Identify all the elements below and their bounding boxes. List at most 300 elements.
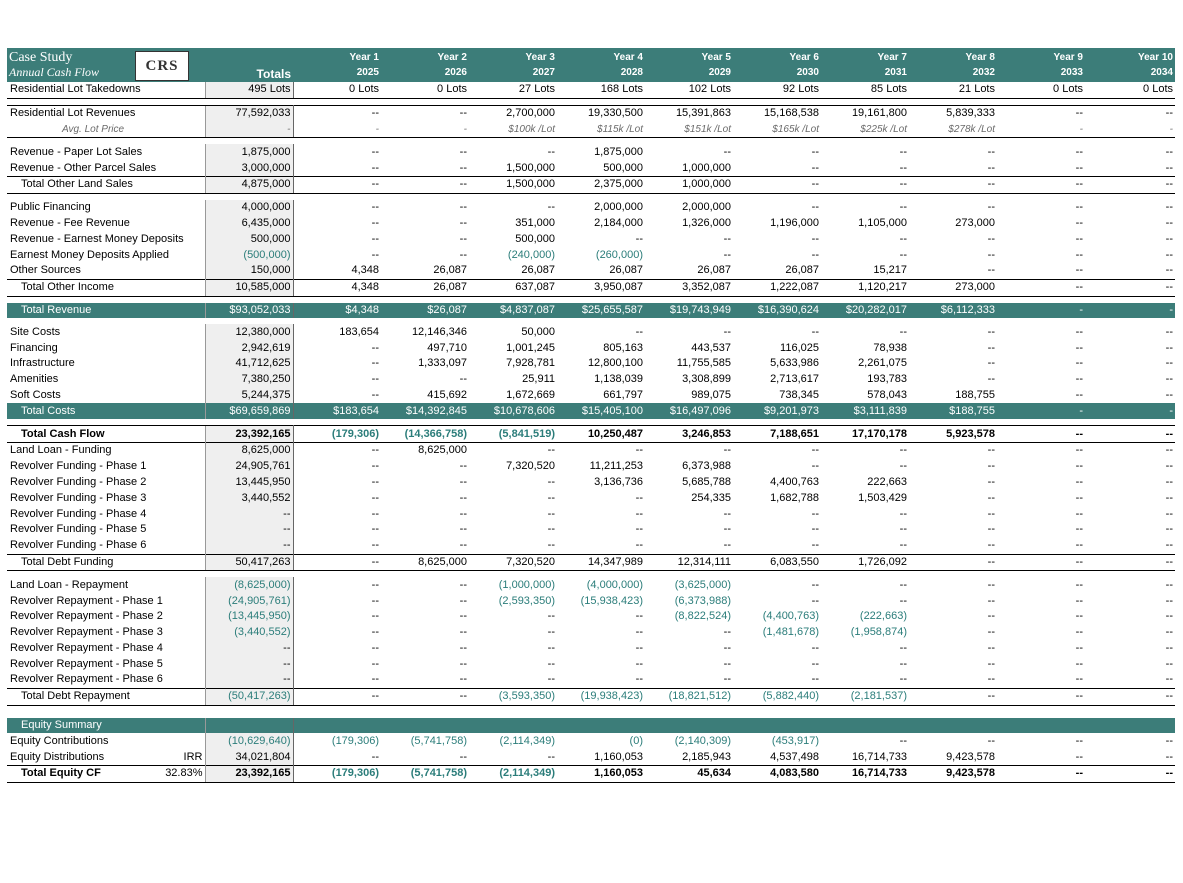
- section-fill: [1085, 718, 1175, 734]
- row-label: [7, 303, 205, 319]
- value-cell-year-6: --: [811, 201, 819, 214]
- value-cell-year-2: 26,087: [381, 279, 469, 296]
- irr-value: 32.83%: [165, 767, 203, 780]
- year-header-3: [469, 48, 557, 82]
- value-cell-year-9: -: [997, 403, 1085, 419]
- row-label-text: Total Revenue: [21, 303, 92, 316]
- total-cell: --: [205, 522, 293, 538]
- value-cell-year-7: (222,663): [859, 610, 907, 623]
- value-cell-year-5: --: [723, 539, 731, 552]
- value-cell-year-3: --: [547, 657, 555, 670]
- row-label-text: Public Financing: [10, 201, 91, 214]
- table-row: [7, 733, 1179, 749]
- value-cell-year-2: --: [459, 475, 467, 488]
- value-cell-year-6: 92 Lots: [733, 82, 821, 98]
- value-cell-year-9: --: [1075, 507, 1083, 520]
- value-cell-year-10: --: [1165, 523, 1173, 536]
- value-cell-year-2: 12,146,346: [411, 325, 467, 338]
- value-cell-year-9: --: [1075, 594, 1083, 607]
- value-cell-year-2: $26,087: [381, 303, 469, 319]
- value-cell-year-10: --: [1085, 176, 1175, 193]
- row-label-text: Revolver Repayment - Phase 1: [10, 594, 163, 607]
- row-label: [7, 593, 205, 609]
- value-cell-year-9: --: [1075, 264, 1083, 277]
- value-cell-year-1: --: [371, 388, 379, 401]
- row-label-text: Amenities: [10, 373, 59, 386]
- total-cell: (50,417,263): [205, 688, 293, 705]
- value-cell-year-3: (1,000,000): [498, 578, 555, 591]
- value-cell-year-3: 25,911: [522, 373, 555, 386]
- row-label: [7, 263, 205, 279]
- value-cell-year-3: --: [547, 750, 555, 763]
- section-fill: [909, 718, 997, 734]
- table-row: [7, 522, 1179, 538]
- value-cell-year-9: --: [997, 426, 1085, 443]
- value-cell-year-10: --: [1085, 688, 1175, 705]
- value-cell-year-7: --: [821, 442, 909, 458]
- value-cell-year-9: --: [1075, 325, 1083, 338]
- table-row: [7, 609, 1179, 625]
- value-cell-year-3: --: [469, 442, 557, 458]
- value-cell-year-8: 273,000: [909, 279, 997, 296]
- table-row: [7, 672, 1179, 688]
- value-cell-year-4: 2,375,000: [557, 176, 645, 193]
- value-cell-year-4: --: [635, 507, 643, 520]
- table-row: [7, 216, 1179, 232]
- cash-flow-table: [7, 48, 1179, 783]
- value-cell-year-3: (2,593,350): [498, 594, 555, 607]
- value-cell-year-8: --: [987, 641, 995, 654]
- value-cell-year-10: --: [1085, 279, 1175, 296]
- value-cell-year-8: --: [987, 264, 995, 277]
- value-cell-year-4: --: [635, 641, 643, 654]
- value-cell-year-4: 1,138,039: [594, 373, 643, 386]
- section-fill: [557, 718, 645, 734]
- value-cell-year-1: --: [293, 105, 381, 121]
- value-cell-year-6: 26,087: [785, 264, 819, 277]
- value-cell-year-2: --: [459, 145, 467, 158]
- table-row: [7, 388, 1179, 404]
- value-cell-year-2: $14,392,845: [381, 403, 469, 419]
- section-fill: [733, 718, 821, 734]
- value-cell-year-7: 16,714,733: [851, 750, 907, 763]
- value-cell-year-7: --: [899, 325, 907, 338]
- value-cell-year-1: $183,654: [293, 403, 381, 419]
- value-cell-year-2: --: [459, 594, 467, 607]
- value-cell-year-10: --: [1165, 594, 1173, 607]
- value-cell-year-10: --: [1085, 105, 1175, 121]
- total-cell: $69,659,869: [205, 403, 293, 419]
- year-value: 2030: [796, 67, 819, 78]
- value-cell-year-6: 5,633,986: [770, 357, 819, 370]
- row-label-text: Revolver Repayment - Phase 3: [10, 626, 163, 639]
- value-cell-year-2: --: [459, 578, 467, 591]
- row-label-text: Total Debt Funding: [21, 555, 114, 568]
- year-header-1: [293, 48, 381, 82]
- sheet-subtitle: Annual Cash Flow: [9, 65, 100, 79]
- total-cell: --: [205, 672, 293, 688]
- value-cell-year-7: 78,938: [873, 341, 907, 354]
- row-label-text: Financing: [10, 341, 58, 354]
- value-cell-year-9: --: [1075, 216, 1083, 229]
- value-cell-year-5: 11,755,585: [676, 357, 731, 370]
- value-cell-year-7: --: [899, 145, 907, 158]
- value-cell-year-6: --: [811, 145, 819, 158]
- section-fill: [381, 718, 469, 734]
- value-cell-year-1: $4,348: [293, 303, 381, 319]
- value-cell-year-2: --: [459, 539, 467, 552]
- row-label-text: Revolver Funding - Phase 4: [10, 507, 147, 520]
- value-cell-year-4: (260,000): [595, 248, 643, 261]
- row-label-text: Revolver Repayment - Phase 6: [10, 673, 163, 686]
- value-cell-year-9: --: [1075, 475, 1083, 488]
- value-cell-year-9: --: [1075, 734, 1083, 747]
- row-label: [7, 160, 205, 176]
- value-cell-year-9: --: [1075, 232, 1083, 245]
- value-cell-year-9: --: [997, 279, 1085, 296]
- value-cell-year-10: --: [1085, 766, 1175, 783]
- value-cell-year-9: -: [997, 303, 1085, 319]
- value-cell-year-10: --: [1165, 610, 1173, 623]
- value-cell-year-3: $100k /Lot: [469, 122, 557, 138]
- total-cell: 4,000,000: [205, 200, 293, 216]
- value-cell-year-8: --: [987, 357, 995, 370]
- table-row: [7, 356, 1179, 372]
- value-cell-year-9: --: [997, 766, 1085, 783]
- value-cell-year-1: 183,654: [339, 325, 379, 338]
- value-cell-year-5: --: [723, 325, 731, 338]
- total-cell: --: [205, 641, 293, 657]
- total-cell: 1,875,000: [205, 144, 293, 160]
- total-cell: 7,380,250: [205, 372, 293, 388]
- year-value: 2034: [1150, 67, 1173, 78]
- value-cell-year-3: --: [547, 523, 555, 536]
- table-row: [7, 490, 1179, 506]
- total-cell: 23,392,165: [205, 426, 293, 443]
- row-label-text: Revolver Funding - Phase 5: [10, 523, 147, 536]
- value-cell-year-4: --: [635, 657, 643, 670]
- value-cell-year-7: 85 Lots: [821, 82, 909, 98]
- value-cell-year-10: --: [1165, 657, 1173, 670]
- row-label: [7, 372, 205, 388]
- value-cell-year-6: 6,083,550: [733, 554, 821, 571]
- value-cell-year-1: (179,306): [293, 426, 381, 443]
- value-cell-year-5: --: [723, 145, 731, 158]
- value-cell-year-8: --: [987, 325, 995, 338]
- table-row: [7, 475, 1179, 491]
- value-cell-year-5: 3,308,899: [682, 373, 731, 386]
- value-cell-year-2: --: [459, 507, 467, 520]
- value-cell-year-7: --: [899, 594, 907, 607]
- value-cell-year-2: --: [381, 688, 469, 705]
- year-label: Year 5: [701, 52, 731, 63]
- value-cell-year-3: 2,700,000: [469, 105, 557, 121]
- table-row: [7, 749, 1179, 765]
- value-cell-year-7: --: [899, 657, 907, 670]
- value-cell-year-7: --: [899, 232, 907, 245]
- sheet-title: Case Study: [9, 50, 73, 65]
- value-cell-year-6: --: [811, 673, 819, 686]
- row-label-text: Earnest Money Deposits Applied: [10, 248, 169, 261]
- value-cell-year-5: 3,246,853: [645, 426, 733, 443]
- year-label: Year 7: [877, 52, 907, 63]
- row-label: [7, 105, 205, 121]
- value-cell-year-3: 7,320,520: [506, 460, 555, 473]
- value-cell-year-2: --: [459, 657, 467, 670]
- row-label-text: Land Loan - Repayment: [10, 578, 129, 591]
- total-cell: 150,000: [205, 263, 293, 279]
- table-row: [7, 122, 1179, 138]
- row-label: [7, 176, 205, 193]
- total-cell: 10,585,000: [205, 279, 293, 296]
- value-cell-year-3: --: [547, 145, 555, 158]
- value-cell-year-6: --: [811, 578, 819, 591]
- value-cell-year-1: --: [293, 176, 381, 193]
- value-cell-year-7: 1,105,000: [858, 216, 907, 229]
- value-cell-year-6: 4,537,498: [770, 750, 819, 763]
- row-label-text: Revolver Repayment - Phase 2: [10, 610, 163, 623]
- value-cell-year-10: 0 Lots: [1085, 82, 1175, 98]
- row-label-text: Total Equity CF: [21, 767, 101, 780]
- value-cell-year-5: 6,373,988: [682, 460, 731, 473]
- value-cell-year-3: $10,678,606: [469, 403, 557, 419]
- row-label-text: Site Costs: [10, 325, 61, 338]
- value-cell-year-1: --: [371, 460, 379, 473]
- row-label: [7, 577, 205, 593]
- value-cell-year-1: --: [371, 523, 379, 536]
- total-cell: 5,244,375: [205, 388, 293, 404]
- total-cell: $93,052,033: [205, 303, 293, 319]
- value-cell-year-2: (5,741,758): [410, 734, 467, 747]
- value-cell-year-10: --: [1165, 357, 1173, 370]
- table-row: [7, 766, 1179, 783]
- table-row: [7, 506, 1179, 522]
- row-label-text: Revolver Funding - Phase 6: [10, 539, 147, 552]
- value-cell-year-5: --: [723, 673, 731, 686]
- value-cell-year-3: --: [547, 507, 555, 520]
- value-cell-year-8: $188,755: [909, 403, 997, 419]
- value-cell-year-4: $115k /Lot: [557, 122, 645, 138]
- row-label: [7, 609, 205, 625]
- row-label: [7, 459, 205, 475]
- value-cell-year-6: 2,713,617: [770, 373, 819, 386]
- value-cell-year-1: --: [371, 578, 379, 591]
- value-cell-year-9: --: [1075, 578, 1083, 591]
- row-label: [7, 247, 205, 263]
- value-cell-year-1: --: [293, 688, 381, 705]
- row-label: [7, 356, 205, 372]
- value-cell-year-6: 4,083,580: [733, 766, 821, 783]
- value-cell-year-9: --: [1075, 657, 1083, 670]
- year-header-10: [1085, 48, 1175, 82]
- row-label: [7, 641, 205, 657]
- value-cell-year-3: (2,114,349): [469, 766, 557, 783]
- table-row: [7, 442, 1179, 458]
- row-label: [7, 506, 205, 522]
- total-cell: 13,445,950: [205, 475, 293, 491]
- value-cell-year-7: --: [821, 176, 909, 193]
- table-row: [7, 340, 1179, 356]
- total-cell: (24,905,761): [205, 593, 293, 609]
- value-cell-year-9: --: [1075, 491, 1083, 504]
- value-cell-year-7: 578,043: [867, 388, 907, 401]
- row-label: [7, 403, 205, 419]
- value-cell-year-9: --: [997, 176, 1085, 193]
- value-cell-year-1: --: [371, 145, 379, 158]
- table-row: [7, 403, 1179, 419]
- value-cell-year-1: --: [371, 201, 379, 214]
- value-cell-year-5: $151k /Lot: [645, 122, 733, 138]
- value-cell-year-4: 14,347,989: [557, 554, 645, 571]
- year-label: Year 3: [525, 52, 555, 63]
- totals-header-label: Totals: [256, 67, 291, 81]
- value-cell-year-4: 1,160,053: [594, 750, 643, 763]
- value-cell-year-4: 3,136,736: [594, 475, 643, 488]
- value-cell-year-1: 0 Lots: [293, 82, 381, 98]
- value-cell-year-9: --: [1075, 341, 1083, 354]
- value-cell-year-10: --: [1165, 539, 1173, 552]
- value-cell-year-8: $278k /Lot: [909, 122, 997, 138]
- table-row: [7, 688, 1179, 705]
- value-cell-year-5: 1,326,000: [682, 216, 731, 229]
- value-cell-year-4: --: [635, 626, 643, 639]
- table-row: [7, 593, 1179, 609]
- row-label-text: Revenue - Fee Revenue: [10, 216, 130, 229]
- value-cell-year-9: --: [1075, 610, 1083, 623]
- value-cell-year-3: 7,928,781: [506, 357, 555, 370]
- value-cell-year-10: --: [1165, 373, 1173, 386]
- value-cell-year-4: --: [635, 232, 643, 245]
- value-cell-year-5: (8,822,524): [674, 610, 731, 623]
- value-cell-year-2: --: [459, 232, 467, 245]
- row-label: [7, 279, 205, 296]
- total-cell: 41,712,625: [205, 356, 293, 372]
- spacer-row: [7, 98, 1179, 105]
- value-cell-year-2: --: [459, 216, 467, 229]
- value-cell-year-3: --: [547, 673, 555, 686]
- value-cell-year-6: $9,201,973: [733, 403, 821, 419]
- value-cell-year-1: --: [371, 507, 379, 520]
- value-cell-year-6: 7,188,651: [733, 426, 821, 443]
- value-cell-year-5: $16,497,096: [645, 403, 733, 419]
- value-cell-year-7: --: [899, 641, 907, 654]
- row-label-text: Total Debt Repayment: [21, 690, 130, 703]
- value-cell-year-7: --: [899, 673, 907, 686]
- total-cell: 34,021,804: [205, 749, 293, 765]
- value-cell-year-4: --: [635, 539, 643, 552]
- value-cell-year-6: --: [811, 325, 819, 338]
- value-cell-year-1: --: [371, 491, 379, 504]
- value-cell-year-7: $3,111,839: [821, 403, 909, 419]
- value-cell-year-9: --: [997, 688, 1085, 705]
- table-row: [7, 176, 1179, 193]
- table-row: [7, 82, 1179, 98]
- value-cell-year-7: $225k /Lot: [821, 122, 909, 138]
- value-cell-year-4: (15,938,423): [580, 594, 643, 607]
- row-label: [7, 688, 205, 705]
- row-label: [7, 426, 205, 443]
- value-cell-year-6: --: [733, 442, 821, 458]
- value-cell-year-2: --: [459, 491, 467, 504]
- value-cell-year-7: 2,261,075: [858, 357, 907, 370]
- row-label: [7, 340, 205, 356]
- value-cell-year-3: 637,087: [469, 279, 557, 296]
- value-cell-year-3: 1,500,000: [469, 176, 557, 193]
- value-cell-year-10: --: [1165, 673, 1173, 686]
- value-cell-year-8: --: [909, 442, 997, 458]
- value-cell-year-8: --: [909, 688, 997, 705]
- value-cell-year-8: --: [987, 201, 995, 214]
- value-cell-year-3: --: [547, 201, 555, 214]
- value-cell-year-3: --: [547, 626, 555, 639]
- value-cell-year-5: 443,537: [691, 341, 731, 354]
- value-cell-year-6: $16,390,624: [733, 303, 821, 319]
- crs-logo: CRS: [135, 51, 189, 81]
- year-header-8: [909, 48, 997, 82]
- value-cell-year-1: --: [371, 373, 379, 386]
- value-cell-year-3: 1,001,245: [506, 341, 555, 354]
- value-cell-year-3: 27 Lots: [469, 82, 557, 98]
- value-cell-year-7: 193,783: [867, 373, 907, 386]
- value-cell-year-6: --: [811, 594, 819, 607]
- value-cell-year-7: 222,663: [867, 475, 907, 488]
- value-cell-year-7: --: [899, 734, 907, 747]
- value-cell-year-8: --: [987, 539, 995, 552]
- value-cell-year-4: 2,184,000: [594, 216, 643, 229]
- value-cell-year-10: --: [1165, 734, 1173, 747]
- value-cell-year-4: 12,800,100: [587, 357, 643, 370]
- row-label-text: Revolver Funding - Phase 2: [10, 475, 147, 488]
- total-cell: 500,000: [205, 231, 293, 247]
- value-cell-year-5: (6,373,988): [674, 594, 731, 607]
- value-cell-year-2: --: [381, 105, 469, 121]
- row-label: [7, 475, 205, 491]
- year-value: 2032: [972, 67, 995, 78]
- section-fill: [645, 718, 733, 734]
- value-cell-year-2: --: [459, 626, 467, 639]
- value-cell-year-10: --: [1165, 507, 1173, 520]
- total-cell: 77,592,033: [205, 105, 293, 121]
- value-cell-year-7: --: [899, 539, 907, 552]
- row-label-text: Revolver Repayment - Phase 4: [10, 641, 163, 654]
- value-cell-year-6: --: [811, 507, 819, 520]
- value-cell-year-10: -: [1085, 403, 1175, 419]
- value-cell-year-6: --: [811, 539, 819, 552]
- table-row: [7, 656, 1179, 672]
- value-cell-year-5: 15,391,863: [645, 105, 733, 121]
- value-cell-year-2: --: [459, 201, 467, 214]
- value-cell-year-10: --: [1165, 325, 1173, 338]
- table-row: [7, 105, 1179, 121]
- value-cell-year-4: $25,655,587: [557, 303, 645, 319]
- value-cell-year-9: --: [1075, 673, 1083, 686]
- value-cell-year-6: --: [811, 460, 819, 473]
- total-cell: (13,445,950): [205, 609, 293, 625]
- value-cell-year-4: 3,950,087: [557, 279, 645, 296]
- table-row: [7, 372, 1179, 388]
- value-cell-year-2: 415,692: [427, 388, 467, 401]
- row-label-text: Residential Lot Revenues: [10, 107, 136, 120]
- value-cell-year-2: -: [381, 122, 469, 138]
- row-label-text: Other Sources: [10, 264, 81, 277]
- value-cell-year-4: --: [635, 491, 643, 504]
- total-cell: 8,625,000: [205, 442, 293, 458]
- value-cell-year-7: --: [899, 161, 907, 174]
- value-cell-year-10: --: [1165, 145, 1173, 158]
- total-cell: 2,942,619: [205, 340, 293, 356]
- value-cell-year-6: (1,481,678): [762, 626, 819, 639]
- value-cell-year-5: 1,000,000: [682, 161, 731, 174]
